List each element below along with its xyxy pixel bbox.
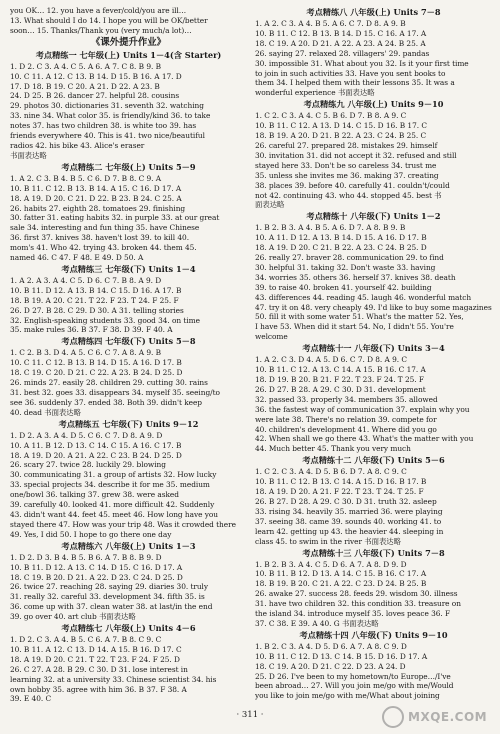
answer-line: soon… 15. Thanks/Thank you (very much/a lot)… (10, 25, 192, 35)
answer-line: stayed here 33. Don't be so careless 34. trust me (255, 160, 437, 170)
answer-line: been abroad… 27. Will you join me/go with me/Would (255, 681, 454, 691)
answer-line: 10. C 11. A 12. C 13. B 14. D 15. B 16. A 17. D (10, 71, 182, 81)
answer-line: 18. A 19. D 20. C 21. D 22. B 23. B 24. C 25. A (10, 193, 182, 203)
answer-line: 38. places 39. before 40. carefully 41. couldn't/could (255, 180, 450, 190)
unit-heading: 考点精练四 七年级(下) Units 5－8 (61, 336, 196, 347)
answer-line: 36. first 37. knives 38. haven't lost 39. to kill 40. (10, 233, 189, 243)
answer-line: 1. C 2. B 3. D 4. A 5. C 6. C 7. A 8. A 9. B (10, 348, 161, 358)
answer-line: own hobby 35. agree with him 36. B 37. F 38. A (10, 684, 187, 694)
answer-line: 18. A 19. D 20. C 21. B 22. A 23. C 24. B 25. D (255, 243, 427, 253)
answer-line: 34. worries 35. others 36. herself 37. knives 38. death (255, 272, 456, 282)
answer-line: 39. E 40. C (10, 694, 52, 704)
answer-line: 10. C 11. C 12. B 13. B 14. D 15. A 16. D 17. B (10, 358, 182, 368)
answer-line: 10. B 11. B 12. D 13. A 14. C 15. B 16. C 17. A (255, 569, 427, 579)
watermark-circle-icon (382, 706, 404, 728)
unit-heading: 考点精练八 八年级(上) Units 7－8 (306, 7, 441, 17)
answer-line: 30. communicating 31. a group of artists 32. How lucky (10, 470, 217, 480)
unit-heading: 考点精练九 八年级(上) Units 9－10 (303, 99, 444, 110)
answer-line: 10. B 11. C 12. B 13. C 14. A 15. D 16. B 17. B (255, 477, 427, 487)
answer-line: named 46. C 47. F 48. E 49. D 50. A (10, 253, 144, 263)
answer-line: 1. C 2. C 3. A 4. C 5. B 6. D 7. B 8. A 9. C (255, 111, 407, 121)
answer-line: 30. invitation 31. did not accept it 32. refused and still (255, 150, 457, 160)
answer-line: 1. D 2. A 3. A 4. D 5. C 6. C 7. D 8. A 9. D (10, 430, 163, 440)
answer-line: 31. best 32. goes 33. disappears 34. myself 35. seeing/to (10, 388, 220, 397)
answer-line: 18. C 19. A 20. D 21. A 22. A 23. A 24. B 25. A (255, 38, 426, 48)
answer-line: 26. minds 27. easily 28. children 29. cutting 30. rains (10, 378, 208, 388)
answer-line: 26. scary 27. twice 28. luckily 29. blowing (10, 460, 166, 470)
answer-line: 29. photos 30. dictionaries 31. seventh 32. watching (10, 101, 204, 111)
unit-heading: 考点精练十三 八年级(下) Units 7－8 (302, 547, 445, 558)
answer-line: 17. D 18. B 19. C 20. A 21. D 22. A 23. B (10, 81, 160, 91)
answer-line: 18. C 19. C 20. D 21. C 22. A 23. B 24. D 25. D (10, 368, 183, 378)
answer-line: 1. A 2. C 3. A 4. B 5. A 6. C 7. D 8. A 9. B (255, 19, 406, 28)
answer-line: 26. D 27. B 28. C 29. D 30. A 31. telling stories (10, 305, 184, 315)
answer-line: 18. A 19. D 20. A 21. A 22. C 23. B 24. D 25. D (10, 450, 182, 460)
answer-line: 18. C 19. A 20. D 21. C 22. D 23. A 24. D (255, 661, 406, 671)
answer-line: 26. habits 27. eighth 28. tomatoes 29. finishing (10, 203, 186, 213)
answer-line: 1. B 2. B 3. A 4. B 5. A 6. D 7. A 8. B 9. B (255, 223, 406, 233)
answer-line: 26. really 27. braver 28. communication 29. to find (255, 253, 444, 263)
answer-line: 10. A 11. B 12. D 13. C 14. C 15. A 16. C 17. B (10, 440, 182, 450)
answer-line: radios 42. his bike 43. Alice's eraser (10, 140, 145, 150)
answer-line: 49. Yes, I did 50. I hope to go there one day (10, 529, 172, 539)
answer-line: 42. When shall we go there 43. What's the matter with you (255, 434, 474, 444)
answer-line: 书面表达略 (10, 150, 47, 160)
answer-line: 1. D 2. C 3. A 4. B 5. C 6. A 7. B 8. C 9. C (10, 635, 162, 645)
answer-line: 43. didn't want 44. feet 45. meet 46. How long have you (10, 509, 218, 519)
answer-line: them 34. I helped them with their lessons 35. It was a (255, 78, 455, 88)
answer-line: 32. passed 33. properly 34. members 35. allowed (255, 394, 438, 404)
answer-line: 25. D 26. I've been to my hometown/to Europe…/I've (255, 671, 451, 681)
unit-heading: 考点精练十四 八年级(下) Units 9－10 (299, 629, 448, 640)
answer-key-page (10, 6, 492, 706)
answer-line: mom's 41. Who 42. trying 43. broken 44. them 45. (10, 243, 197, 253)
answer-line: sale 34. interesting and fun thing 35. have Chinese (10, 223, 200, 233)
answer-line: welcome (255, 332, 288, 342)
answer-line: learning 32. at a university 33. Chinese scientist 34. his (10, 674, 217, 684)
answer-line: 30. impossible 31. What about you 32. Is it your first time (255, 58, 469, 68)
answer-line: one/bowl 36. talking 37. grew 38. were asked (10, 490, 179, 500)
answer-line: 30. helpful 31. taking 32. Don't waste 33. having (255, 262, 436, 272)
answer-line: 33. rising 34. heavily 35. married 36. were playing (255, 506, 443, 516)
answer-line: friends everywhere 40. This is 41. two nice/beautiful (10, 131, 205, 141)
answer-line: you like to join me/go with me/What about joining (255, 691, 440, 701)
answer-line: wonderful experience 书面表达略 (255, 88, 375, 98)
answer-line: 33. special projects 34. describe it for me 35. medium (10, 480, 210, 490)
answer-line: 26. careful 27. prepared 28. mistakes 29. himself (255, 140, 438, 150)
answer-line: the island 34. introduce myself 35. loves peace 36. F (255, 609, 451, 619)
answer-line: 37. C 38. E 39. A 40. G 书面表达略 (255, 618, 379, 628)
answer-line: learn 42. getting up 43. the heavier 44. sleeping in (255, 526, 444, 536)
right-column (255, 6, 492, 706)
page-number: · 311 · (236, 710, 264, 720)
answer-line: 39. to raise 40. broken 41. yourself 42. building (255, 282, 432, 292)
answer-line: 1. C 2. C 3. A 4. D 5. B 6. D 7. A 8. C 9. C (255, 467, 407, 477)
answer-line: 10. B 11. D 12. A 13. B 14. C 15. D 16. A 17. B (10, 285, 182, 295)
answer-line: were late 38. There's no relation 39. compete for (255, 414, 437, 424)
answer-line: 36. the fastest way of communication 37. explain why you (255, 404, 470, 414)
answer-line: 18. D 19. B 20. B 21. F 22. T 23. F 24. T 25. F (255, 375, 424, 384)
answer-line: 10. B 11. A 12. C 13. D 14. A 15. B 16. D 17. C (10, 644, 182, 654)
answer-line: 39. carefully 40. looked 41. more difficult 42. Suddenly (10, 500, 215, 510)
answer-line: 13. What should I do 14. I hope you will be OK/better (10, 15, 208, 25)
answer-line: you OK… 12. you have a fever/cold/you are ill… (10, 6, 187, 15)
answer-line: 10. B 11. C 12. A 13. C 14. A 15. B 16. C 17. A (255, 365, 426, 375)
answer-line: see 36. suddenly 37. ended 38. Both 39. didn't keep (10, 397, 202, 407)
unit-heading: 考点精练十一 八年级(下) Units 3－4 (302, 343, 445, 354)
answer-line: 18. A 19. D 20. A 21. F 22. T 23. T 24. T 25. F (255, 487, 424, 497)
unit-heading: 考点精练三 七年级(下) Units 1－4 (61, 263, 196, 274)
answer-line: 33. nine 34. What color 35. is friendly/kind 36. to take (10, 111, 211, 121)
answer-line: 39. go over 40. art club 书面表达略 (10, 612, 136, 622)
answer-line: 18. B 19. A 20. D 21. B 22. A 23. C 24. B 25. C (255, 131, 427, 141)
answer-line: 32. English-speaking students 33. good 34. on time (10, 315, 200, 325)
answer-line: class 45. to swim in the river 书面表达略 (255, 536, 401, 546)
answer-line: 47. try it on 48. very cheaply 49. I'd like to buy some magazines (255, 302, 492, 312)
answer-line: I have 53. When did it start 54. No, I didn't 55. You're (255, 322, 454, 332)
answer-line: 1. A 2. C 3. B 4. B 5. C 6. D 7. B 8. C 9. A (10, 173, 162, 183)
answer-line: 24. D 25. B 26. dancer 27. helpful 28. cousins (10, 91, 180, 101)
section-heading: 《课外提升作业》 (90, 36, 166, 48)
answer-line: 40. children's development 41. Where did you go (255, 424, 437, 434)
answer-line: 26. C 27. A 28. B 29. C 30. D 31. lose interest in (10, 664, 188, 674)
answer-line: 1. D 2. C 3. A 4. C 5. A 6. A 7. C 8. B 9. B (10, 61, 161, 71)
answer-line: 50. fill it with some water 51. What's the matter 52. Yes, (255, 312, 464, 322)
answer-line: 26. twice 27. reaching 28. saying 29. diaries 30. truly (10, 582, 208, 592)
answer-line: 30. fatter 31. eating habits 32. in purple 33. at our great (10, 213, 220, 223)
answer-line: 35. make rules 36. B 37. F 38. D 39. F 40. A (10, 325, 173, 335)
unit-heading: 考点精练六 八年级(上) Units 1－3 (61, 540, 196, 551)
unit-heading: 考点精练七 八年级(上) Units 4－6 (61, 623, 196, 634)
answer-line: 10. B 11. C 12. D 13. C 14. B 15. D 16. D 17. A (255, 651, 428, 661)
answer-line: 10. A 11. D 12. A 13. B 14. D 15. A 16. D 17. B (255, 233, 427, 243)
answer-line: 10. B 11. D 12. A 13. C 14. D 15. C 16. D 17. A (10, 562, 183, 572)
answer-line: 26. saying 27. relaxed 28. villagers' 29. pandas (255, 48, 430, 58)
answer-line: 10. B 11. C 12. B 13. B 14. D 15. C 16. A 17. A (255, 28, 427, 38)
answer-line: 36. come up with 37. clean water 38. at last/in the end (10, 602, 213, 612)
answer-line: 26. awake 27. success 28. feeds 29. wisdom 30. illness (255, 589, 458, 599)
answer-line: 43. differences 44. reading 45. laugh 46. wonderful match (255, 292, 472, 302)
unit-heading: 考点精练五 七年级(下) Units 9－12 (58, 418, 199, 429)
watermark-logo (382, 704, 494, 730)
answer-line: not 42. continuing 43. who 44. stopped 45. best 书 (255, 190, 442, 200)
answer-line: 18. B 19. A 20. C 21. T 22. F 23. T 24. F 25. F (10, 295, 179, 305)
unit-heading: 考点精练十 八年级(下) Units 1－2 (306, 211, 441, 222)
answer-line: 31. have two children 32. this condition 33. treasure on (255, 599, 461, 609)
answer-line: 44. Much better 45. Thank you very much (255, 444, 411, 454)
unit-heading: 考点精练十二 八年级(下) Units 5－6 (302, 455, 445, 466)
answer-line: to join in such activities 33. Have you sent books to (255, 68, 446, 78)
answer-line: 1. B 2. B 3. A 4. C 5. D 6. A 7. A 8. D 9. D (255, 559, 407, 569)
unit-heading: 考点精练二 七年级(上) Units 5－9 (61, 161, 196, 172)
answer-line: 18. A 19. D 20. C 21. T 22. T 23. F 24. F 25. D (10, 654, 180, 664)
answer-line: 1. D 2. D 3. B 4. B 5. B 6. A 7. B 8. B 9. D (10, 552, 162, 562)
answer-line: 1. A 2. C 3. D 4. A 5. D 6. C 7. D 8. A 9. C (255, 355, 407, 365)
answer-line: 31. really 32. careful 33. development 34. fifth 35. is (10, 592, 205, 602)
answer-line: 1. B 2. C 3. A 4. D 5. D 6. A 7. A 8. C 9. D (255, 641, 407, 651)
answer-line: notes 37. has two children 38. is white too 39. has (10, 121, 197, 131)
answer-line: 37. seeing 38. came 39. sounds 40. working 41. to (255, 516, 442, 526)
left-column (10, 6, 247, 706)
answer-line: 35. unless she invites me 36. making 37. creating (255, 170, 439, 180)
answer-line: 26. B 27. D 28. A 29. C 30. D 31. truth 32. asleep (255, 496, 437, 506)
answer-line: 18. C 19. B 20. D 21. A 22. D 23. C 24. D 25. D (10, 572, 183, 582)
watermark-text: MXQE.COM (408, 710, 488, 724)
answer-line: 10. B 11. C 12. B 13. B 14. A 15. C 16. D 17. A (10, 183, 182, 193)
answer-line: 18. B 19. B 20. C 21. A 22. C 23. D 24. B 25. B (255, 579, 427, 589)
answer-line: stayed there 47. How was your trip 48. Was it crowded there (10, 519, 236, 529)
answer-line: 40. dead 书面表达略 (10, 407, 81, 417)
answer-line: 1. A 2. A 3. A 4. C 5. D 6. C 7. B 8. A 9. D (10, 275, 162, 285)
answer-line: 26. D 27. B 28. A 29. C 30. D 31. development (255, 384, 426, 394)
answer-line: 面表达略 (255, 200, 285, 210)
unit-heading: 考点精练一 七年级(上) Units 1－4(含 Starter) (35, 49, 222, 60)
answer-line: 10. B 11. C 12. A 13. D 14. C 15. D 16. B 17. C (255, 121, 427, 131)
